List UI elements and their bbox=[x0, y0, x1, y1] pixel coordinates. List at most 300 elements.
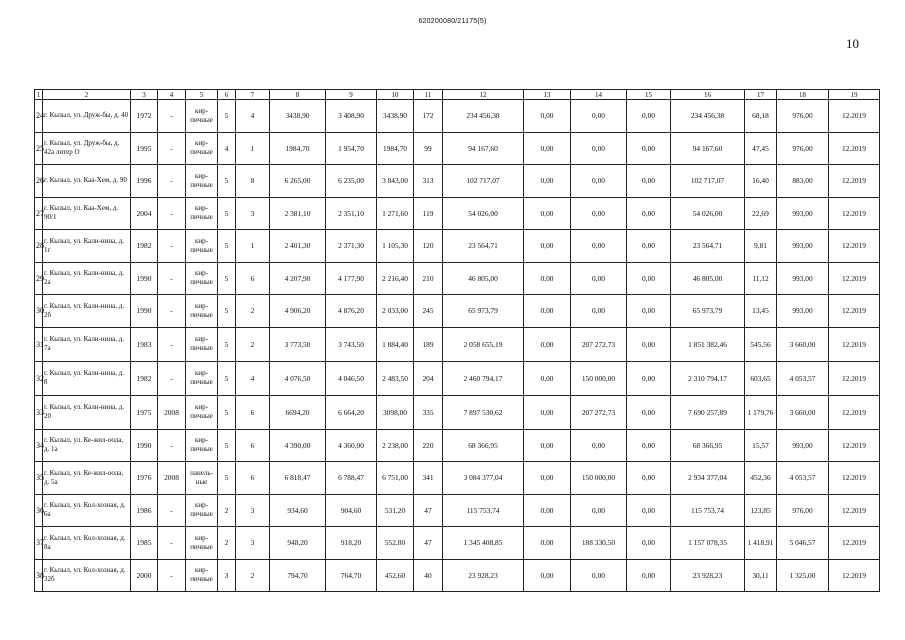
floors-cell: 3 bbox=[218, 559, 236, 592]
residents-cell: 47 bbox=[414, 527, 443, 560]
max-cost-cell: 993,00 bbox=[777, 230, 829, 263]
entrances-cell: 4 bbox=[236, 100, 270, 133]
total-cost-cell: 115 753,74 bbox=[443, 494, 524, 527]
budget-cost-cell: 150 000,00 bbox=[571, 462, 627, 495]
year-renovated-cell: - bbox=[158, 327, 186, 361]
column-number-18: 18 bbox=[777, 90, 829, 100]
budget-cost-cell: 0,00 bbox=[571, 197, 627, 230]
column-number-7: 7 bbox=[236, 90, 270, 100]
total-area-cell: 4 906,20 bbox=[270, 295, 326, 328]
max-cost-cell: 993,00 bbox=[777, 262, 829, 295]
residents-cell: 220 bbox=[414, 429, 443, 462]
address-cell: г. Кызыл, ул. Кол-хозная, д. 8а bbox=[43, 527, 131, 560]
year-built-cell: 2004 bbox=[131, 197, 158, 230]
table-body bbox=[35, 100, 880, 592]
year-built-cell: 1990 bbox=[131, 262, 158, 295]
total-cost-cell: 54 026,00 bbox=[443, 197, 524, 230]
cost-per-sqm-cell: 1 179,76 bbox=[745, 395, 777, 429]
floors-cell: 5 bbox=[218, 262, 236, 295]
max-cost-cell: 993,00 bbox=[777, 429, 829, 462]
table-row bbox=[35, 262, 880, 295]
entrances-cell: 8 bbox=[236, 165, 270, 198]
deadline-cell: 12.2019 bbox=[829, 132, 880, 165]
entrances-cell: 6 bbox=[236, 462, 270, 495]
living-area-cell: 2 351,10 bbox=[326, 197, 377, 230]
total-cost-cell: 23 928,23 bbox=[443, 559, 524, 592]
total-area-cell: 4 207,90 bbox=[270, 262, 326, 295]
total-area-cell: 794,70 bbox=[270, 559, 326, 592]
entrances-cell: 1 bbox=[236, 230, 270, 263]
row-number: 36 bbox=[35, 494, 43, 527]
column-number-13: 13 bbox=[524, 90, 571, 100]
column-number-8: 8 bbox=[270, 90, 326, 100]
municipal-cost-cell: 0,00 bbox=[627, 527, 671, 560]
row-number: 28 bbox=[35, 230, 43, 263]
municipal-cost-cell: 0,00 bbox=[627, 230, 671, 263]
owners-cost-cell: 94 167,60 bbox=[671, 132, 745, 165]
entrances-cell: 3 bbox=[236, 527, 270, 560]
cost-per-sqm-cell: 11,12 bbox=[745, 262, 777, 295]
residents-cell: 99 bbox=[414, 132, 443, 165]
table-row bbox=[35, 230, 880, 263]
table-row bbox=[35, 527, 880, 560]
address-cell: г. Кызыл, ул. Кали-нина, д. 2б bbox=[43, 295, 131, 328]
entrances-cell: 1 bbox=[236, 132, 270, 165]
column-number-6: 6 bbox=[218, 90, 236, 100]
fund-cost-cell: 0,00 bbox=[524, 295, 571, 328]
table-row bbox=[35, 559, 880, 592]
wall-material-cell: кир-пичные bbox=[186, 395, 218, 429]
total-area-cell: 948,20 bbox=[270, 527, 326, 560]
fund-cost-cell: 0,00 bbox=[524, 494, 571, 527]
address-cell: г. Кызыл, ул. Каа-Хем, д. 90/1 bbox=[43, 197, 131, 230]
wall-material-cell: кир-пичные bbox=[186, 165, 218, 198]
fund-cost-cell: 0,00 bbox=[524, 361, 571, 395]
residents-cell: 210 bbox=[414, 262, 443, 295]
living-area-cell: 904,60 bbox=[326, 494, 377, 527]
column-number-4: 4 bbox=[158, 90, 186, 100]
year-built-cell: 1990 bbox=[131, 429, 158, 462]
budget-cost-cell: 0,00 bbox=[571, 230, 627, 263]
cost-per-sqm-cell: 1 418,91 bbox=[745, 527, 777, 560]
floors-cell: 5 bbox=[218, 295, 236, 328]
budget-cost-cell: 207 272,73 bbox=[571, 327, 627, 361]
wall-material-cell: панель-ные bbox=[186, 462, 218, 495]
residents-cell: 245 bbox=[414, 295, 443, 328]
deadline-cell: 12.2019 bbox=[829, 100, 880, 133]
total-area-cell: 2 381,10 bbox=[270, 197, 326, 230]
owners-cost-cell: 1 851 382,46 bbox=[671, 327, 745, 361]
budget-cost-cell: 0,00 bbox=[571, 165, 627, 198]
fund-cost-cell: 0,00 bbox=[524, 527, 571, 560]
year-renovated-cell: - bbox=[158, 494, 186, 527]
year-renovated-cell: - bbox=[158, 165, 186, 198]
residential-area-cell: 1984,70 bbox=[377, 132, 414, 165]
year-built-cell: 2000 bbox=[131, 559, 158, 592]
address-cell: г. Кызыл, ул. Кол-хозная, д. 32б bbox=[43, 559, 131, 592]
municipal-cost-cell: 0,00 bbox=[627, 132, 671, 165]
year-built-cell: 1995 bbox=[131, 132, 158, 165]
wall-material-cell: кир-пичные bbox=[186, 295, 218, 328]
row-number: 37 bbox=[35, 527, 43, 560]
total-area-cell: 6694,20 bbox=[270, 395, 326, 429]
year-renovated-cell: - bbox=[158, 429, 186, 462]
floors-cell: 5 bbox=[218, 361, 236, 395]
fund-cost-cell: 0,00 bbox=[524, 559, 571, 592]
fund-cost-cell: 0,00 bbox=[524, 327, 571, 361]
floors-cell: 5 bbox=[218, 230, 236, 263]
living-area-cell: 3 408,90 bbox=[326, 100, 377, 133]
deadline-cell: 12.2019 bbox=[829, 395, 880, 429]
residents-cell: 189 bbox=[414, 327, 443, 361]
year-renovated-cell: - bbox=[158, 132, 186, 165]
owners-cost-cell: 23 564,71 bbox=[671, 230, 745, 263]
year-renovated-cell: - bbox=[158, 527, 186, 560]
entrances-cell: 4 bbox=[236, 361, 270, 395]
table-row bbox=[35, 429, 880, 462]
wall-material-cell: кир-пичные bbox=[186, 429, 218, 462]
budget-cost-cell: 0,00 bbox=[571, 132, 627, 165]
row-number: 35 bbox=[35, 462, 43, 495]
year-built-cell: 1983 bbox=[131, 327, 158, 361]
deadline-cell: 12.2019 bbox=[829, 559, 880, 592]
year-built-cell: 1975 bbox=[131, 395, 158, 429]
column-number-17: 17 bbox=[745, 90, 777, 100]
address-cell: г. Кызыл, ул. Ке-жил-оола, д. 1а bbox=[43, 429, 131, 462]
entrances-cell: 3 bbox=[236, 197, 270, 230]
residential-area-cell: 2 483,50 bbox=[377, 361, 414, 395]
cost-per-sqm-cell: 452,36 bbox=[745, 462, 777, 495]
residential-area-cell: 1 884,40 bbox=[377, 327, 414, 361]
address-cell: г. Кызыл, ул. Друж-бы, д. 42а литер О bbox=[43, 132, 131, 165]
deadline-cell: 12.2019 bbox=[829, 327, 880, 361]
deadline-cell: 12.2019 bbox=[829, 429, 880, 462]
column-number-row bbox=[35, 90, 880, 100]
table-row bbox=[35, 395, 880, 429]
budget-cost-cell: 0,00 bbox=[571, 494, 627, 527]
entrances-cell: 3 bbox=[236, 494, 270, 527]
floors-cell: 5 bbox=[218, 165, 236, 198]
address-cell: г. Кызыл, ул. Кали-нина, д. 20 bbox=[43, 395, 131, 429]
cost-per-sqm-cell: 68,18 bbox=[745, 100, 777, 133]
column-number-10: 10 bbox=[377, 90, 414, 100]
cost-per-sqm-cell: 13,45 bbox=[745, 295, 777, 328]
residents-cell: 40 bbox=[414, 559, 443, 592]
total-cost-cell: 234 456,38 bbox=[443, 100, 524, 133]
residential-area-cell: 2 238,00 bbox=[377, 429, 414, 462]
living-area-cell: 4 360,00 bbox=[326, 429, 377, 462]
deadline-cell: 12.2019 bbox=[829, 295, 880, 328]
max-cost-cell: 1 325,00 bbox=[777, 559, 829, 592]
budget-cost-cell: 188 330,50 bbox=[571, 527, 627, 560]
residents-cell: 120 bbox=[414, 230, 443, 263]
column-number-5: 5 bbox=[186, 90, 218, 100]
total-area-cell: 3438,90 bbox=[270, 100, 326, 133]
cost-per-sqm-cell: 15,57 bbox=[745, 429, 777, 462]
year-built-cell: 1990 bbox=[131, 295, 158, 328]
total-area-cell: 4 390,00 bbox=[270, 429, 326, 462]
fund-cost-cell: 0,00 bbox=[524, 395, 571, 429]
column-number-12: 12 bbox=[443, 90, 524, 100]
municipal-cost-cell: 0,00 bbox=[627, 327, 671, 361]
municipal-cost-cell: 0,00 bbox=[627, 559, 671, 592]
year-built-cell: 1985 bbox=[131, 527, 158, 560]
living-area-cell: 3 743,50 bbox=[326, 327, 377, 361]
entrances-cell: 2 bbox=[236, 295, 270, 328]
residential-area-cell: 2 033,00 bbox=[377, 295, 414, 328]
entrances-cell: 6 bbox=[236, 262, 270, 295]
residents-cell: 172 bbox=[414, 100, 443, 133]
budget-cost-cell: 150 000,00 bbox=[571, 361, 627, 395]
floors-cell: 5 bbox=[218, 197, 236, 230]
row-number: 27 bbox=[35, 197, 43, 230]
cost-per-sqm-cell: 603,65 bbox=[745, 361, 777, 395]
residential-area-cell: 1 105,30 bbox=[377, 230, 414, 263]
table-row bbox=[35, 327, 880, 361]
cost-per-sqm-cell: 9,81 bbox=[745, 230, 777, 263]
floors-cell: 2 bbox=[218, 527, 236, 560]
living-area-cell: 6 788,47 bbox=[326, 462, 377, 495]
housing-register-table bbox=[34, 89, 880, 592]
max-cost-cell: 5 046,57 bbox=[777, 527, 829, 560]
year-renovated-cell: - bbox=[158, 197, 186, 230]
max-cost-cell: 976,00 bbox=[777, 132, 829, 165]
table-row bbox=[35, 295, 880, 328]
total-cost-cell: 1 345 408,85 bbox=[443, 527, 524, 560]
row-number: 26 bbox=[35, 165, 43, 198]
year-renovated-cell: - bbox=[158, 559, 186, 592]
fund-cost-cell: 0,00 bbox=[524, 100, 571, 133]
column-number-1: 1 bbox=[35, 90, 43, 100]
cost-per-sqm-cell: 47,45 bbox=[745, 132, 777, 165]
entrances-cell: 6 bbox=[236, 429, 270, 462]
year-renovated-cell: - bbox=[158, 361, 186, 395]
table-row bbox=[35, 494, 880, 527]
max-cost-cell: 4 053,57 bbox=[777, 462, 829, 495]
year-built-cell: 1976 bbox=[131, 462, 158, 495]
year-built-cell: 1972 bbox=[131, 100, 158, 133]
owners-cost-cell: 23 928,23 bbox=[671, 559, 745, 592]
max-cost-cell: 3 660,00 bbox=[777, 395, 829, 429]
deadline-cell: 12.2019 bbox=[829, 494, 880, 527]
address-cell: г. Кызыл, ул. Кали-нина, д. 8 bbox=[43, 361, 131, 395]
floors-cell: 4 bbox=[218, 132, 236, 165]
year-renovated-cell: 2008 bbox=[158, 395, 186, 429]
address-cell: г. Кызыл, ул. Каа-Хем, д. 90 bbox=[43, 165, 131, 198]
cost-per-sqm-cell: 16,40 bbox=[745, 165, 777, 198]
municipal-cost-cell: 0,00 bbox=[627, 361, 671, 395]
residential-area-cell: 3438,90 bbox=[377, 100, 414, 133]
year-built-cell: 1982 bbox=[131, 230, 158, 263]
total-cost-cell: 3 084 377,04 bbox=[443, 462, 524, 495]
page-number: 10 bbox=[846, 36, 859, 51]
year-renovated-cell: - bbox=[158, 100, 186, 133]
residents-cell: 313 bbox=[414, 165, 443, 198]
max-cost-cell: 883,00 bbox=[777, 165, 829, 198]
table-row bbox=[35, 132, 880, 165]
living-area-cell: 4 876,20 bbox=[326, 295, 377, 328]
owners-cost-cell: 2 310 794,17 bbox=[671, 361, 745, 395]
entrances-cell: 2 bbox=[236, 327, 270, 361]
owners-cost-cell: 68 366,95 bbox=[671, 429, 745, 462]
total-area-cell: 4 076,50 bbox=[270, 361, 326, 395]
entrances-cell: 2 bbox=[236, 559, 270, 592]
address-cell: г. Кызыл, ул. Кол-хозная, д. 6а bbox=[43, 494, 131, 527]
year-renovated-cell: - bbox=[158, 262, 186, 295]
deadline-cell: 12.2019 bbox=[829, 361, 880, 395]
budget-cost-cell: 0,00 bbox=[571, 262, 627, 295]
wall-material-cell: кир-пичные bbox=[186, 230, 218, 263]
fund-cost-cell: 0,00 bbox=[524, 429, 571, 462]
living-area-cell: 4 177,90 bbox=[326, 262, 377, 295]
year-built-cell: 1996 bbox=[131, 165, 158, 198]
residents-cell: 119 bbox=[414, 197, 443, 230]
wall-material-cell: кир-пичные bbox=[186, 327, 218, 361]
max-cost-cell: 3 660,00 bbox=[777, 327, 829, 361]
row-number: 25 bbox=[35, 132, 43, 165]
municipal-cost-cell: 0,00 bbox=[627, 100, 671, 133]
row-number: 33 bbox=[35, 395, 43, 429]
deadline-cell: 12.2019 bbox=[829, 230, 880, 263]
living-area-cell: 918,20 bbox=[326, 527, 377, 560]
wall-material-cell: кир-пичные bbox=[186, 262, 218, 295]
budget-cost-cell: 0,00 bbox=[571, 295, 627, 328]
municipal-cost-cell: 0,00 bbox=[627, 429, 671, 462]
cost-per-sqm-cell: 123,85 bbox=[745, 494, 777, 527]
column-number-2: 2 bbox=[43, 90, 131, 100]
total-cost-cell: 94 167,60 bbox=[443, 132, 524, 165]
living-area-cell: 6 664,20 bbox=[326, 395, 377, 429]
column-number-16: 16 bbox=[671, 90, 745, 100]
year-renovated-cell: - bbox=[158, 230, 186, 263]
owners-cost-cell: 7 690 257,89 bbox=[671, 395, 745, 429]
deadline-cell: 12.2019 bbox=[829, 462, 880, 495]
address-cell: г. Кызыл, ул. Ке-жил-оола, д. 5а bbox=[43, 462, 131, 495]
owners-cost-cell: 234 456,38 bbox=[671, 100, 745, 133]
owners-cost-cell: 65 973,79 bbox=[671, 295, 745, 328]
total-cost-cell: 68 366,95 bbox=[443, 429, 524, 462]
total-area-cell: 2 401,30 bbox=[270, 230, 326, 263]
row-number: 24 bbox=[35, 100, 43, 133]
row-number: 30 bbox=[35, 295, 43, 328]
floors-cell: 2 bbox=[218, 494, 236, 527]
address-cell: г. Кызыл, ул. Друж-бы, д. 40 bbox=[43, 100, 131, 133]
table-row bbox=[35, 165, 880, 198]
fund-cost-cell: 0,00 bbox=[524, 462, 571, 495]
residential-area-cell: 531,20 bbox=[377, 494, 414, 527]
max-cost-cell: 993,00 bbox=[777, 197, 829, 230]
total-cost-cell: 23 564,71 bbox=[443, 230, 524, 263]
municipal-cost-cell: 0,00 bbox=[627, 197, 671, 230]
row-number: 38 bbox=[35, 559, 43, 592]
fund-cost-cell: 0,00 bbox=[524, 132, 571, 165]
living-area-cell: 764,70 bbox=[326, 559, 377, 592]
wall-material-cell: кир-пичные bbox=[186, 197, 218, 230]
floors-cell: 5 bbox=[218, 100, 236, 133]
municipal-cost-cell: 0,00 bbox=[627, 262, 671, 295]
column-number-9: 9 bbox=[326, 90, 377, 100]
municipal-cost-cell: 0,00 bbox=[627, 494, 671, 527]
residential-area-cell: 2 216,40 bbox=[377, 262, 414, 295]
total-area-cell: 6 265,00 bbox=[270, 165, 326, 198]
residential-area-cell: 452,60 bbox=[377, 559, 414, 592]
year-built-cell: 1986 bbox=[131, 494, 158, 527]
total-area-cell: 934,60 bbox=[270, 494, 326, 527]
wall-material-cell: кир-пичные bbox=[186, 494, 218, 527]
cost-per-sqm-cell: 545,56 bbox=[745, 327, 777, 361]
living-area-cell: 4 046,50 bbox=[326, 361, 377, 395]
total-cost-cell: 2 460 794,17 bbox=[443, 361, 524, 395]
wall-material-cell: кир-пичные bbox=[186, 100, 218, 133]
floors-cell: 5 bbox=[218, 395, 236, 429]
max-cost-cell: 976,00 bbox=[777, 100, 829, 133]
total-cost-cell: 7 897 530,62 bbox=[443, 395, 524, 429]
municipal-cost-cell: 0,00 bbox=[627, 462, 671, 495]
year-renovated-cell: - bbox=[158, 295, 186, 328]
column-number-19: 19 bbox=[829, 90, 880, 100]
max-cost-cell: 4 053,57 bbox=[777, 361, 829, 395]
residents-cell: 341 bbox=[414, 462, 443, 495]
deadline-cell: 12.2019 bbox=[829, 165, 880, 198]
residential-area-cell: 3 843,00 bbox=[377, 165, 414, 198]
fund-cost-cell: 0,00 bbox=[524, 197, 571, 230]
row-number: 34 bbox=[35, 429, 43, 462]
deadline-cell: 12.2019 bbox=[829, 527, 880, 560]
owners-cost-cell: 54 026,00 bbox=[671, 197, 745, 230]
total-cost-cell: 65 973,79 bbox=[443, 295, 524, 328]
living-area-cell: 2 371,30 bbox=[326, 230, 377, 263]
total-cost-cell: 46 805,00 bbox=[443, 262, 524, 295]
column-number-11: 11 bbox=[414, 90, 443, 100]
municipal-cost-cell: 0,00 bbox=[627, 165, 671, 198]
wall-material-cell: кир-пичные bbox=[186, 559, 218, 592]
fund-cost-cell: 0,00 bbox=[524, 230, 571, 263]
table-row bbox=[35, 100, 880, 133]
owners-cost-cell: 102 717,07 bbox=[671, 165, 745, 198]
residential-area-cell: 3098,00 bbox=[377, 395, 414, 429]
residential-area-cell: 6 751,00 bbox=[377, 462, 414, 495]
budget-cost-cell: 207 272,73 bbox=[571, 395, 627, 429]
table-row bbox=[35, 361, 880, 395]
owners-cost-cell: 1 157 078,35 bbox=[671, 527, 745, 560]
entrances-cell: 6 bbox=[236, 395, 270, 429]
residential-area-cell: 552,80 bbox=[377, 527, 414, 560]
wall-material-cell: кир-пичные bbox=[186, 527, 218, 560]
year-renovated-cell: 2008 bbox=[158, 462, 186, 495]
owners-cost-cell: 2 934 377,04 bbox=[671, 462, 745, 495]
owners-cost-cell: 115 753,74 bbox=[671, 494, 745, 527]
row-number: 31 bbox=[35, 327, 43, 361]
address-cell: г. Кызыл, ул. Кали-нина, д. 7а bbox=[43, 327, 131, 361]
cost-per-sqm-cell: 30,11 bbox=[745, 559, 777, 592]
cost-per-sqm-cell: 22,69 bbox=[745, 197, 777, 230]
total-area-cell: 6 818,47 bbox=[270, 462, 326, 495]
column-number-3: 3 bbox=[131, 90, 158, 100]
deadline-cell: 12.2019 bbox=[829, 197, 880, 230]
max-cost-cell: 976,00 bbox=[777, 494, 829, 527]
floors-cell: 5 bbox=[218, 462, 236, 495]
wall-material-cell: кир-пичные bbox=[186, 132, 218, 165]
row-number: 32 bbox=[35, 361, 43, 395]
municipal-cost-cell: 0,00 bbox=[627, 295, 671, 328]
row-number: 29 bbox=[35, 262, 43, 295]
address-cell: г. Кызыл, ул. Кали-нина, д. 1г bbox=[43, 230, 131, 263]
residential-area-cell: 1 271,60 bbox=[377, 197, 414, 230]
total-cost-cell: 102 717,07 bbox=[443, 165, 524, 198]
floors-cell: 5 bbox=[218, 327, 236, 361]
residents-cell: 335 bbox=[414, 395, 443, 429]
table-row bbox=[35, 462, 880, 495]
